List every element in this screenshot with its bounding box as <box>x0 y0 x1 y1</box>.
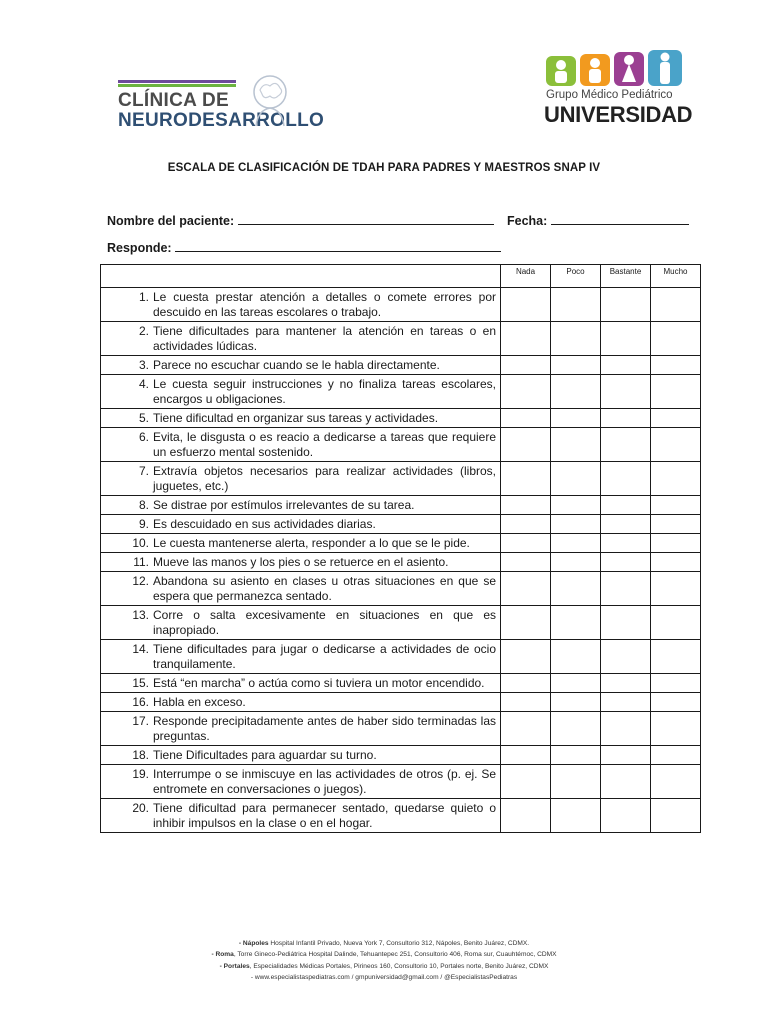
answer-cell[interactable] <box>551 799 601 833</box>
answer-cell[interactable] <box>501 356 551 375</box>
footer <box>0 938 768 983</box>
answer-cell[interactable] <box>601 375 651 409</box>
answer-cell[interactable] <box>501 799 551 833</box>
answer-cell[interactable] <box>601 712 651 746</box>
table-row <box>101 288 701 322</box>
answer-cell[interactable] <box>601 674 651 693</box>
answer-cell[interactable] <box>651 674 701 693</box>
answer-cell[interactable] <box>551 572 601 606</box>
clinic-logo <box>118 72 325 134</box>
question-cell <box>101 746 501 765</box>
question-cell <box>101 640 501 674</box>
clinic-logo-line2: NEURODESARROLLO <box>118 110 325 131</box>
question-number: 15. <box>132 676 149 690</box>
question-number: 18. <box>132 748 149 762</box>
question-text: Interrumpe o se inmiscuye en las actividades de otros (p. ej. Se entromete en conversaciones o juegos). <box>153 767 496 796</box>
question-text: Corre o salta excesivamente en situaciones en que es inapropiado. <box>153 608 496 637</box>
question-cell <box>101 712 501 746</box>
question-cell <box>101 496 501 515</box>
answer-cell[interactable] <box>651 322 701 356</box>
answer-cell[interactable] <box>501 765 551 799</box>
answer-cell[interactable] <box>551 515 601 534</box>
answer-cell[interactable] <box>551 553 601 572</box>
answer-cell[interactable] <box>601 606 651 640</box>
answer-cell[interactable] <box>501 322 551 356</box>
answer-cell[interactable] <box>601 693 651 712</box>
responder-label: Responde: <box>107 241 172 255</box>
question-text: Mueve las manos y los pies o se retuerce en el asiento. <box>153 555 449 569</box>
question-number: 7. <box>138 464 149 478</box>
responder-line[interactable] <box>175 239 501 252</box>
footer-line-4: - www.especialistaspediatras.com / gmpuniversidad@gmail.com / @EspecialistasPediatras <box>250 973 518 981</box>
table-row <box>101 606 701 640</box>
question-cell <box>101 515 501 534</box>
table-row <box>101 712 701 746</box>
answer-cell[interactable] <box>601 428 651 462</box>
answer-cell[interactable] <box>501 693 551 712</box>
table-row <box>101 515 701 534</box>
table-row <box>101 693 701 712</box>
answer-cell[interactable] <box>551 375 601 409</box>
patient-field[interactable] <box>107 212 494 228</box>
document-title: ESCALA DE CLASIFICACIÓN DE TDAH PARA PADRES Y MAESTROS SNAP IV <box>167 162 601 174</box>
answer-cell[interactable] <box>601 572 651 606</box>
answer-cell[interactable] <box>551 674 601 693</box>
question-number: 17. <box>132 714 149 728</box>
answer-cell[interactable] <box>501 288 551 322</box>
question-number: 10. <box>132 536 149 550</box>
answer-cell[interactable] <box>501 496 551 515</box>
answer-cell[interactable] <box>601 409 651 428</box>
footer-line-3: - Portales, Especialidades Médicas Portales, Pirineos 160, Consultorio 10, Portales norte, Benito Juárez, CDMX <box>219 962 549 970</box>
answer-cell[interactable] <box>551 640 601 674</box>
question-cell <box>101 288 501 322</box>
table-row <box>101 322 701 356</box>
patient-line[interactable] <box>238 212 494 225</box>
answer-cell[interactable] <box>551 746 601 765</box>
question-cell <box>101 322 501 356</box>
question-number: 6. <box>138 430 149 444</box>
table-row <box>101 534 701 553</box>
answer-cell[interactable] <box>651 515 701 534</box>
answer-cell[interactable] <box>651 572 701 606</box>
question-cell <box>101 799 501 833</box>
answer-cell[interactable] <box>651 496 701 515</box>
question-text: Le cuesta seguir instrucciones y no finaliza tareas escolares, encargos u obligaciones. <box>153 377 496 406</box>
question-text: Parece no escuchar cuando se le habla directamente. <box>153 358 440 372</box>
answer-cell[interactable] <box>651 462 701 496</box>
answer-cell[interactable] <box>651 288 701 322</box>
answer-cell[interactable] <box>601 288 651 322</box>
answer-cell[interactable] <box>651 534 701 553</box>
question-cell <box>101 674 501 693</box>
answer-cell[interactable] <box>501 409 551 428</box>
question-text: Se distrae por estímulos irrelevantes de su tarea. <box>153 498 415 512</box>
answer-cell[interactable] <box>601 799 651 833</box>
answer-cell[interactable] <box>601 765 651 799</box>
date-field[interactable] <box>507 212 689 228</box>
footer-line-2: - Roma, Torre Gineco-Pediátrica Hospital Dalinde, Tehuantepec 251, Consultorio 406, Roma sur, Cuauhtémoc, CDMX <box>211 951 557 959</box>
question-number: 14. <box>132 642 149 656</box>
question-cell <box>101 606 501 640</box>
answer-cell[interactable] <box>601 515 651 534</box>
answer-cell[interactable] <box>501 534 551 553</box>
question-text: Le cuesta mantenerse alerta, responder a lo que se le pide. <box>153 536 470 550</box>
question-cell <box>101 765 501 799</box>
question-text: Extravía objetos necesarios para realizar actividades (libros, juguetes, etc.) <box>153 464 496 493</box>
question-text: Le cuesta prestar atención a detalles o comete errores por descuido en las tareas escolares o trabajo. <box>153 290 496 319</box>
question-cell <box>101 428 501 462</box>
table-row <box>101 409 701 428</box>
answer-cell[interactable] <box>651 375 701 409</box>
table-row <box>101 428 701 462</box>
question-text: Está “en marcha” o actúa como si tuviera un motor encendido. <box>153 676 485 690</box>
clinic-logo-line1: CLÍNICA DE <box>118 90 230 111</box>
child-head-brain-icon <box>246 72 294 128</box>
logo-bar-green <box>118 84 236 87</box>
header-blank-cell <box>101 265 501 288</box>
answer-cell[interactable] <box>551 428 601 462</box>
question-text: Habla en exceso. <box>153 695 246 709</box>
group-logo-name: UNIVERSIDAD <box>544 102 693 127</box>
question-number: 20. <box>132 801 149 815</box>
answer-cell[interactable] <box>501 553 551 572</box>
question-cell <box>101 534 501 553</box>
table-row <box>101 553 701 572</box>
answer-cell[interactable] <box>601 356 651 375</box>
date-line[interactable] <box>551 212 689 225</box>
question-text: Tiene dificultad en organizar sus tareas y actividades. <box>153 411 439 425</box>
question-number: 11. <box>133 555 149 569</box>
answer-cell[interactable] <box>501 572 551 606</box>
answer-cell[interactable] <box>551 322 601 356</box>
question-number: 8. <box>138 498 149 512</box>
table-row <box>101 356 701 375</box>
answer-cell[interactable] <box>651 746 701 765</box>
answer-cell[interactable] <box>551 409 601 428</box>
question-number: 2. <box>138 324 149 338</box>
answer-cell[interactable] <box>651 553 701 572</box>
table-row <box>101 640 701 674</box>
question-number: 19. <box>132 767 149 781</box>
answer-cell[interactable] <box>601 534 651 553</box>
date-label: Fecha: <box>507 214 548 228</box>
answer-cell[interactable] <box>551 693 601 712</box>
answer-cell[interactable] <box>601 746 651 765</box>
question-cell <box>101 356 501 375</box>
table-row <box>101 765 701 799</box>
answer-cell[interactable] <box>651 765 701 799</box>
answer-cell[interactable] <box>601 496 651 515</box>
question-text: Abandona su asiento en clases u otras situaciones en que se espera que permanezca sentado. <box>153 574 496 603</box>
column-header: Poco <box>551 265 601 288</box>
question-number: 4. <box>138 377 149 391</box>
group-logo-subtitle: Grupo Médico Pediátrico <box>546 89 673 101</box>
question-text: Tiene dificultad para permanecer sentado, quedarse quieto o inhibir impulsos en la clase o en el hogar. <box>153 801 496 830</box>
children-silhouettes-icon <box>546 50 682 88</box>
answer-cell[interactable] <box>651 606 701 640</box>
table-row <box>101 746 701 765</box>
question-cell <box>101 462 501 496</box>
question-cell <box>101 375 501 409</box>
table-row <box>101 496 701 515</box>
answer-cell[interactable] <box>601 462 651 496</box>
answer-cell[interactable] <box>501 746 551 765</box>
group-logo <box>544 50 693 130</box>
answer-cell[interactable] <box>551 534 601 553</box>
answer-cell[interactable] <box>601 640 651 674</box>
answer-cell[interactable] <box>501 712 551 746</box>
answer-cell[interactable] <box>651 693 701 712</box>
question-text: Responde precipitadamente antes de haber sido terminadas las preguntas. <box>153 714 496 743</box>
logo-bar-purple <box>118 80 236 83</box>
table-header-row <box>101 265 701 288</box>
patient-label: Nombre del paciente: <box>107 214 235 228</box>
answer-cell[interactable] <box>601 553 651 572</box>
rating-table <box>100 264 701 833</box>
question-number: 16. <box>132 695 149 709</box>
question-text: Tiene dificultades para mantener la atención en tareas o en actividades lúdicas. <box>153 324 496 353</box>
answer-cell[interactable] <box>501 428 551 462</box>
answer-cell[interactable] <box>551 606 601 640</box>
answer-cell[interactable] <box>551 288 601 322</box>
table-row <box>101 462 701 496</box>
answer-cell[interactable] <box>651 799 701 833</box>
answer-cell[interactable] <box>651 712 701 746</box>
answer-cell[interactable] <box>601 322 651 356</box>
answer-cell[interactable] <box>501 515 551 534</box>
answer-cell[interactable] <box>551 496 601 515</box>
answer-cell[interactable] <box>501 640 551 674</box>
answer-cell[interactable] <box>651 640 701 674</box>
question-number: 3. <box>138 358 149 372</box>
answer-cell[interactable] <box>551 462 601 496</box>
question-cell <box>101 572 501 606</box>
answer-cell[interactable] <box>501 606 551 640</box>
question-cell <box>101 553 501 572</box>
answer-cell[interactable] <box>651 409 701 428</box>
table-row <box>101 375 701 409</box>
question-text: Tiene dificultades para jugar o dedicarse a actividades de ocio tranquilamente. <box>153 642 496 671</box>
footer-line-1: - Nápoles Hospital Infantil Privado, Nueva York 7, Consultorio 312, Nápoles, Benito Juárez, CDMX. <box>238 940 530 947</box>
question-text: Es descuidado en sus actividades diarias. <box>153 517 376 531</box>
answer-cell[interactable] <box>551 765 601 799</box>
question-text: Evita, le disgusta o es reacio a dedicarse a tareas que requiere un esfuerzo mental sostenido. <box>153 430 496 459</box>
column-header: Bastante <box>601 265 651 288</box>
answer-cell[interactable] <box>551 356 601 375</box>
responder-field[interactable] <box>107 239 501 255</box>
answer-cell[interactable] <box>651 356 701 375</box>
answer-cell[interactable] <box>651 428 701 462</box>
question-cell <box>101 693 501 712</box>
answer-cell[interactable] <box>551 712 601 746</box>
answer-cell[interactable] <box>501 375 551 409</box>
question-number: 1. <box>138 290 149 304</box>
question-number: 5. <box>138 411 149 425</box>
table-row <box>101 674 701 693</box>
column-header: Mucho <box>651 265 701 288</box>
question-text: Tiene Dificultades para aguardar su turno. <box>153 748 377 762</box>
answer-cell[interactable] <box>501 462 551 496</box>
answer-cell[interactable] <box>501 674 551 693</box>
column-header: Nada <box>501 265 551 288</box>
question-cell <box>101 409 501 428</box>
question-number: 12. <box>132 574 149 588</box>
table-row <box>101 799 701 833</box>
table-row <box>101 572 701 606</box>
question-number: 9. <box>138 517 149 531</box>
question-number: 13. <box>132 608 149 622</box>
